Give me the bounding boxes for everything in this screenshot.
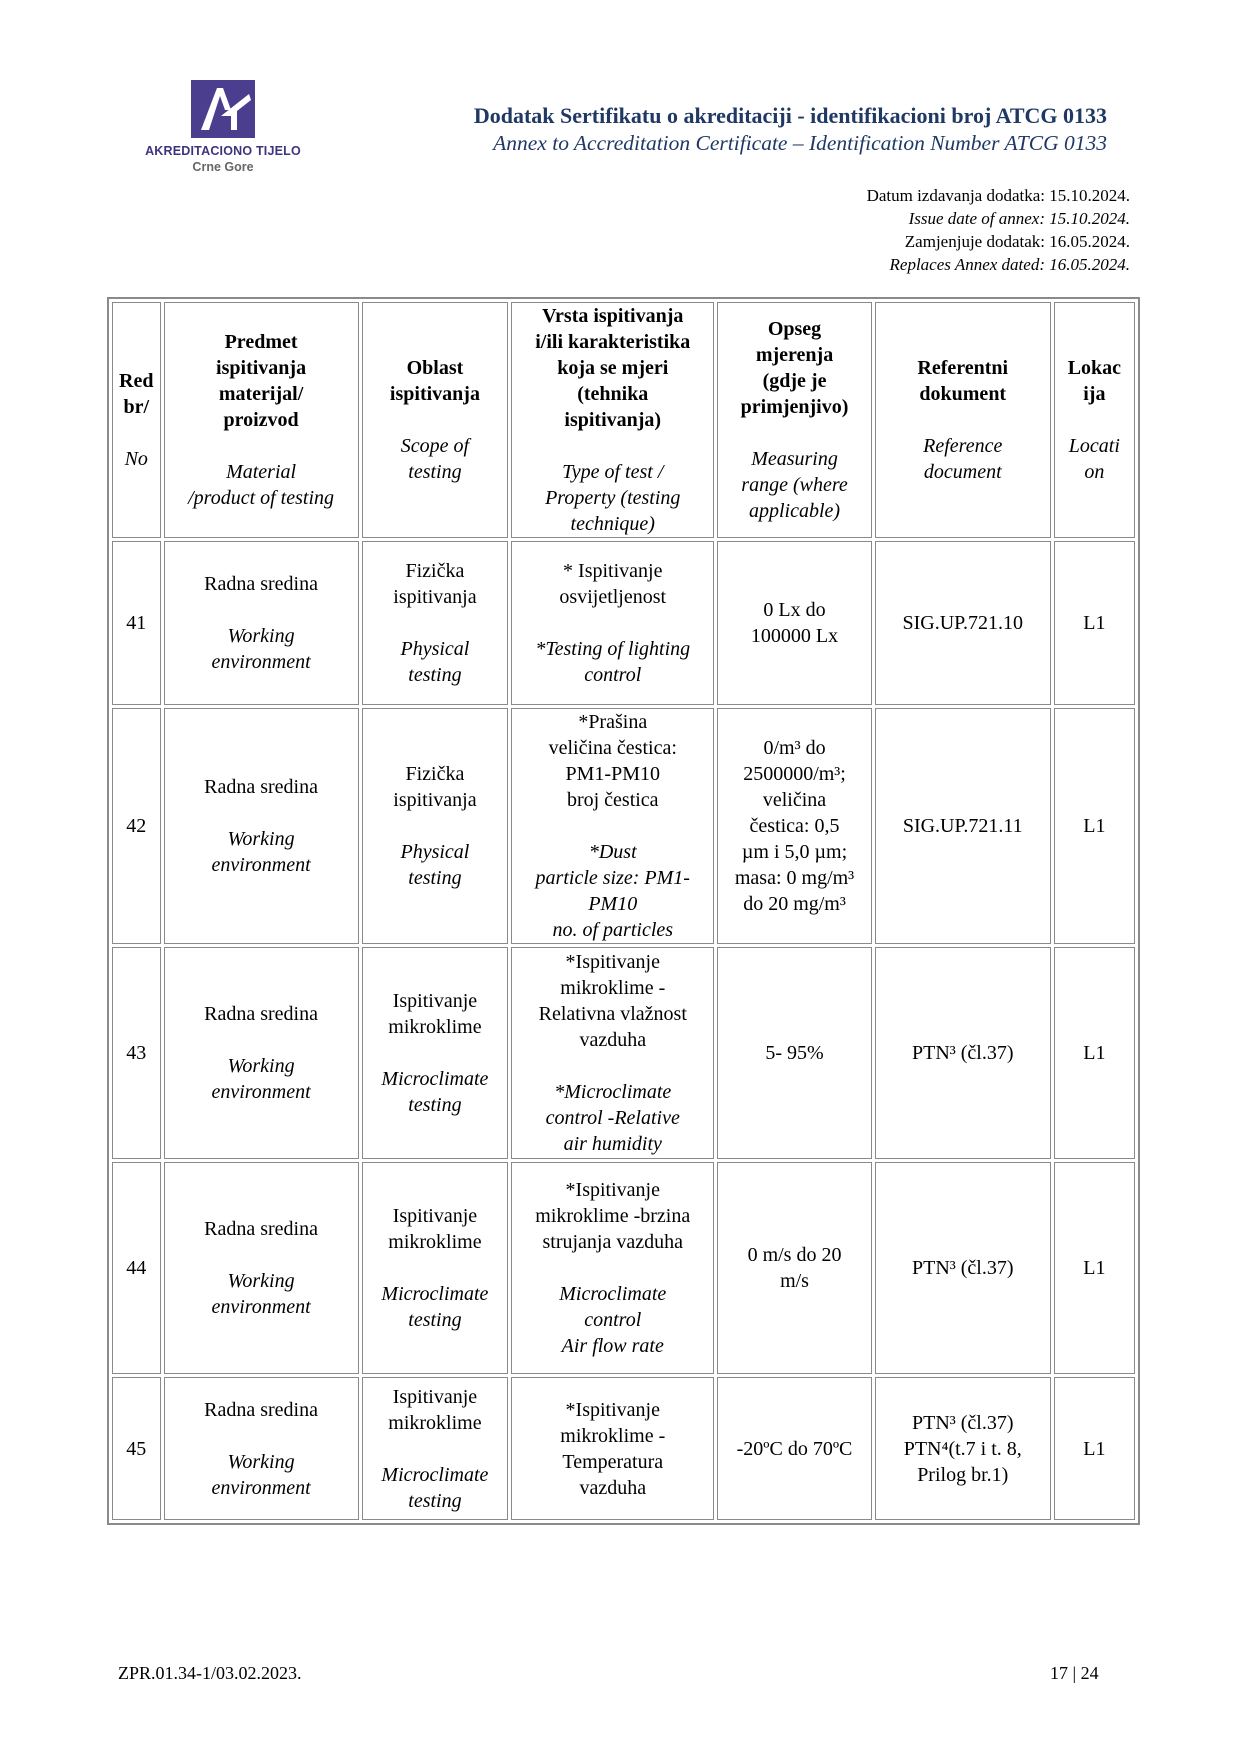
reference-document-cell [875, 947, 1051, 1159]
header-label-en: Measuring [751, 448, 838, 470]
scope-cell [362, 708, 509, 944]
material-label-en: Working [227, 625, 295, 647]
accreditation-body-logo [128, 80, 318, 180]
header-label: ispitivanja) [564, 409, 662, 431]
test-type-label: mikroklime - [560, 977, 666, 999]
location-code: L1 [1083, 815, 1106, 837]
test-type-label-en: *Testing of lighting [535, 638, 691, 660]
header-label: Lokac [1067, 357, 1122, 379]
header-label: (tehnika [577, 383, 649, 405]
material-label: Radna sredina [204, 776, 318, 798]
row-number-cell [112, 541, 161, 705]
header-label: Predmet [224, 331, 298, 353]
material-cell [164, 1162, 359, 1374]
scope-cell [362, 947, 509, 1159]
scope-label-en: testing [408, 1094, 462, 1116]
header-label: mjerenja [755, 344, 834, 366]
header-label-en: /product of testing [188, 487, 335, 509]
row-number-cell [112, 1162, 161, 1374]
scope-label: ispitivanja [393, 586, 477, 608]
table-row [112, 1162, 1135, 1374]
location-cell [1054, 541, 1135, 705]
test-type-label-en: control [584, 1309, 642, 1331]
measuring-range-line: µm i 5,0 µm; [741, 841, 848, 863]
material-label: Radna sredina [204, 1003, 318, 1025]
material-label-en: Working [227, 1055, 295, 1077]
header-label: koja se mjeri [557, 357, 669, 379]
header-label: (gdje je [762, 370, 827, 392]
measuring-range-line: 100000 Lx [750, 625, 839, 647]
location-code: L1 [1083, 1042, 1106, 1064]
measuring-range-line: m/s [780, 1270, 809, 1292]
reference-document-line: SIG.UP.721.11 [902, 815, 1023, 837]
measuring-range-cell [717, 1162, 872, 1374]
material-cell [164, 541, 359, 705]
column-header [164, 302, 359, 538]
table-row [112, 1377, 1135, 1520]
replaces-date: Zamjenjuje dodatak: 16.05.2024. [904, 232, 1130, 251]
header-label-en: Material [226, 461, 297, 483]
row-number-cell [112, 708, 161, 944]
measuring-range-cell [717, 708, 872, 944]
test-type-cell [511, 708, 714, 944]
row-number-cell [112, 1377, 161, 1520]
material-label-en: environment [211, 651, 311, 673]
test-type-label: PM1-PM10 [565, 763, 660, 785]
scope-cell [362, 1162, 509, 1374]
material-label-en: environment [211, 1296, 311, 1318]
header-label-en: Property (testing [545, 487, 681, 509]
material-cell [164, 947, 359, 1159]
scope-cell [362, 541, 509, 705]
header-label-en: document [923, 461, 1002, 483]
reference-document-line: Prilog br.1) [917, 1463, 1009, 1486]
measuring-range-line: 0 m/s do 20 [747, 1244, 842, 1266]
scope-cell [362, 1377, 509, 1520]
measuring-range-line: 5- 95% [765, 1042, 824, 1064]
scope-label-en: Physical [400, 841, 470, 863]
scope-label: Ispitivanje [392, 1385, 478, 1408]
scope-label: mikroklime [388, 1016, 482, 1038]
title-montenegrin: Dodatak Sertifikatu o akreditaciji - identifikacioni broj ATCG 0133 [473, 103, 1107, 128]
scope-label: Fizička [405, 560, 465, 582]
test-type-label: Temperatura [562, 1450, 664, 1473]
column-header [511, 302, 714, 538]
header-label-en: on [1084, 461, 1105, 483]
test-type-label-en: PM10 [588, 893, 638, 915]
row-number: 41 [126, 612, 147, 634]
material-label-en: Working [227, 1270, 295, 1292]
header-label: Oblast [406, 357, 464, 379]
measuring-range-cell [717, 1377, 872, 1520]
material-label-en: environment [211, 854, 311, 876]
material-cell [164, 708, 359, 944]
logo-at-mark-icon [191, 80, 255, 138]
measuring-range-line: čestica: 0,5 [749, 815, 840, 837]
document-code: ZPR.01.34-1/03.02.2023. [118, 1663, 302, 1683]
measuring-range-cell [717, 541, 872, 705]
material-label-en: Working [227, 1450, 295, 1473]
measuring-range-cell [717, 947, 872, 1159]
reference-document-cell [875, 1162, 1051, 1374]
test-type-label: *Prašina [578, 711, 648, 733]
reference-document-line: PTN³ (čl.37) [911, 1411, 1014, 1434]
test-type-label-en: control [584, 664, 642, 686]
test-type-label-en: *Microclimate [554, 1081, 672, 1103]
scope-label: Ispitivanje [392, 1205, 478, 1227]
test-type-label: broj čestica [566, 789, 659, 811]
location-code: L1 [1083, 612, 1106, 634]
header-label-en: testing [408, 461, 462, 483]
scope-label: Fizička [405, 763, 465, 785]
test-type-label: *Ispitivanje [565, 1179, 660, 1201]
location-cell [1054, 1377, 1135, 1520]
test-type-label: *Ispitivanje [565, 1398, 660, 1421]
header-label: Referentni [917, 357, 1009, 379]
scope-label: ispitivanja [393, 789, 477, 811]
table-row [112, 708, 1135, 944]
location-code: L1 [1083, 1257, 1106, 1279]
scope-label: mikroklime [388, 1411, 482, 1434]
scope-label-en: testing [408, 1489, 462, 1512]
test-type-cell [511, 1162, 714, 1374]
measuring-range-line: 0/m³ do [763, 737, 826, 759]
material-label: Radna sredina [204, 1218, 318, 1240]
material-label-en: Working [227, 828, 295, 850]
header-label-en: technique) [570, 513, 655, 535]
header-label-en: Locati [1068, 435, 1120, 457]
reference-document-line: SIG.UP.721.10 [902, 612, 1024, 634]
header-label-en: No [124, 448, 148, 470]
header-label-en: range (where [741, 474, 848, 496]
test-type-label-en: no. of particles [552, 919, 674, 941]
test-type-label-en: Microclimate [559, 1283, 667, 1305]
issue-date-en: Issue date of annex: 15.10.2024. [908, 209, 1130, 228]
scope-label: Ispitivanje [392, 990, 478, 1012]
header-label: ispitivanja [216, 357, 307, 379]
header-label-en: Scope of [400, 435, 470, 457]
test-type-label: * Ispitivanje [563, 560, 663, 582]
reference-document-line: PTN³ (čl.37) [911, 1042, 1014, 1064]
test-type-label-en: Air flow rate [561, 1335, 664, 1357]
header-label-en: applicable) [748, 500, 841, 522]
annex-dates [867, 184, 1130, 276]
row-number: 43 [126, 1042, 147, 1064]
test-type-label: *Ispitivanje [565, 951, 660, 973]
table-header-row [112, 302, 1135, 538]
measuring-range-line: 2500000/m³; [743, 763, 846, 785]
test-type-label-en: air humidity [563, 1133, 662, 1155]
page-number: 17 | 24 [1050, 1663, 1099, 1683]
scope-label-en: testing [408, 1309, 462, 1331]
column-header [362, 302, 509, 538]
header-label: i/ili karakteristika [535, 331, 691, 353]
header-label: dokument [919, 383, 1007, 405]
test-type-label-en: control -Relative [545, 1107, 680, 1129]
scope-label-en: Microclimate [381, 1283, 489, 1305]
test-type-cell [511, 947, 714, 1159]
row-number-cell [112, 947, 161, 1159]
test-type-label: vazduha [579, 1476, 647, 1499]
measuring-range-line: masa: 0 mg/m³ [734, 867, 855, 889]
test-type-cell [511, 541, 714, 705]
reference-document-line: PTN³ (čl.37) [911, 1257, 1014, 1279]
test-type-label-en: particle size: PM1- [535, 867, 690, 889]
header-label: proizvod [223, 409, 299, 431]
test-type-label: osvijetljenost [559, 586, 667, 608]
column-header [1054, 302, 1135, 538]
accreditation-scope-table [107, 297, 1140, 1525]
measuring-range-line: 0 Lx do [763, 599, 826, 621]
material-label: Radna sredina [204, 573, 318, 595]
header-label: Vrsta ispitivanja [542, 305, 684, 327]
test-type-label: strujanja vazduha [542, 1231, 683, 1253]
reference-document-cell [875, 708, 1051, 944]
row-number: 42 [126, 815, 147, 837]
column-header [717, 302, 872, 538]
header-label: Red [119, 370, 154, 392]
row-number: 45 [126, 1437, 147, 1460]
location-code: L1 [1083, 1437, 1106, 1460]
test-type-label: vazduha [579, 1029, 647, 1051]
header-label: primjenjivo) [740, 396, 849, 418]
location-cell [1054, 947, 1135, 1159]
scope-label: mikroklime [388, 1231, 482, 1253]
scope-label-en: Physical [400, 638, 470, 660]
scope-label-en: Microclimate [381, 1463, 489, 1486]
reference-document-cell [875, 1377, 1051, 1520]
test-type-label: Relativna vlažnost [538, 1003, 687, 1025]
title-english: Annex to Accreditation Certificate – Identification Number ATCG 0133 [493, 131, 1107, 155]
table-row [112, 947, 1135, 1159]
test-type-label-en: *Dust [588, 841, 637, 863]
header-label-en: Type of test / [562, 461, 664, 483]
location-cell [1054, 708, 1135, 944]
column-header [875, 302, 1051, 538]
header-label: br/ [123, 396, 150, 418]
reference-document-cell [875, 541, 1051, 705]
test-type-label: mikroklime -brzina [535, 1205, 691, 1227]
header-label: materijal/ [218, 383, 304, 405]
measuring-range-line: veličina [762, 789, 827, 811]
row-number: 44 [126, 1257, 147, 1279]
scope-label-en: Microclimate [381, 1068, 489, 1090]
material-label: Radna sredina [204, 1398, 318, 1421]
test-type-cell [511, 1377, 714, 1520]
header-label: ija [1083, 383, 1106, 405]
material-cell [164, 1377, 359, 1520]
scope-label-en: testing [408, 867, 462, 889]
logo-subtitle: Crne Gore [192, 160, 254, 174]
issue-date: Datum izdavanja dodatka: 15.10.2024. [866, 186, 1130, 205]
test-type-label: mikroklime - [560, 1424, 666, 1447]
replaces-date-en: Replaces Annex dated: 16.05.2024. [889, 255, 1130, 274]
logo-name: AKREDITACIONO TIJELO [145, 144, 301, 158]
measuring-range-line: -20ºC do 70ºC [736, 1437, 853, 1460]
material-label-en: environment [211, 1081, 311, 1103]
header-label-en: Reference [923, 435, 1003, 457]
header-label: ispitivanja [389, 383, 480, 405]
scope-label-en: testing [408, 664, 462, 686]
measuring-range-line: do 20 mg/m³ [743, 893, 846, 915]
test-type-label: veličina čestica: [548, 737, 677, 759]
material-label-en: environment [211, 1476, 311, 1499]
table-row [112, 541, 1135, 705]
column-header [112, 302, 161, 538]
reference-document-line: PTN⁴(t.7 i t. 8, [903, 1437, 1022, 1460]
document-title [474, 102, 1107, 156]
header-label: Opseg [767, 318, 822, 340]
location-cell [1054, 1162, 1135, 1374]
